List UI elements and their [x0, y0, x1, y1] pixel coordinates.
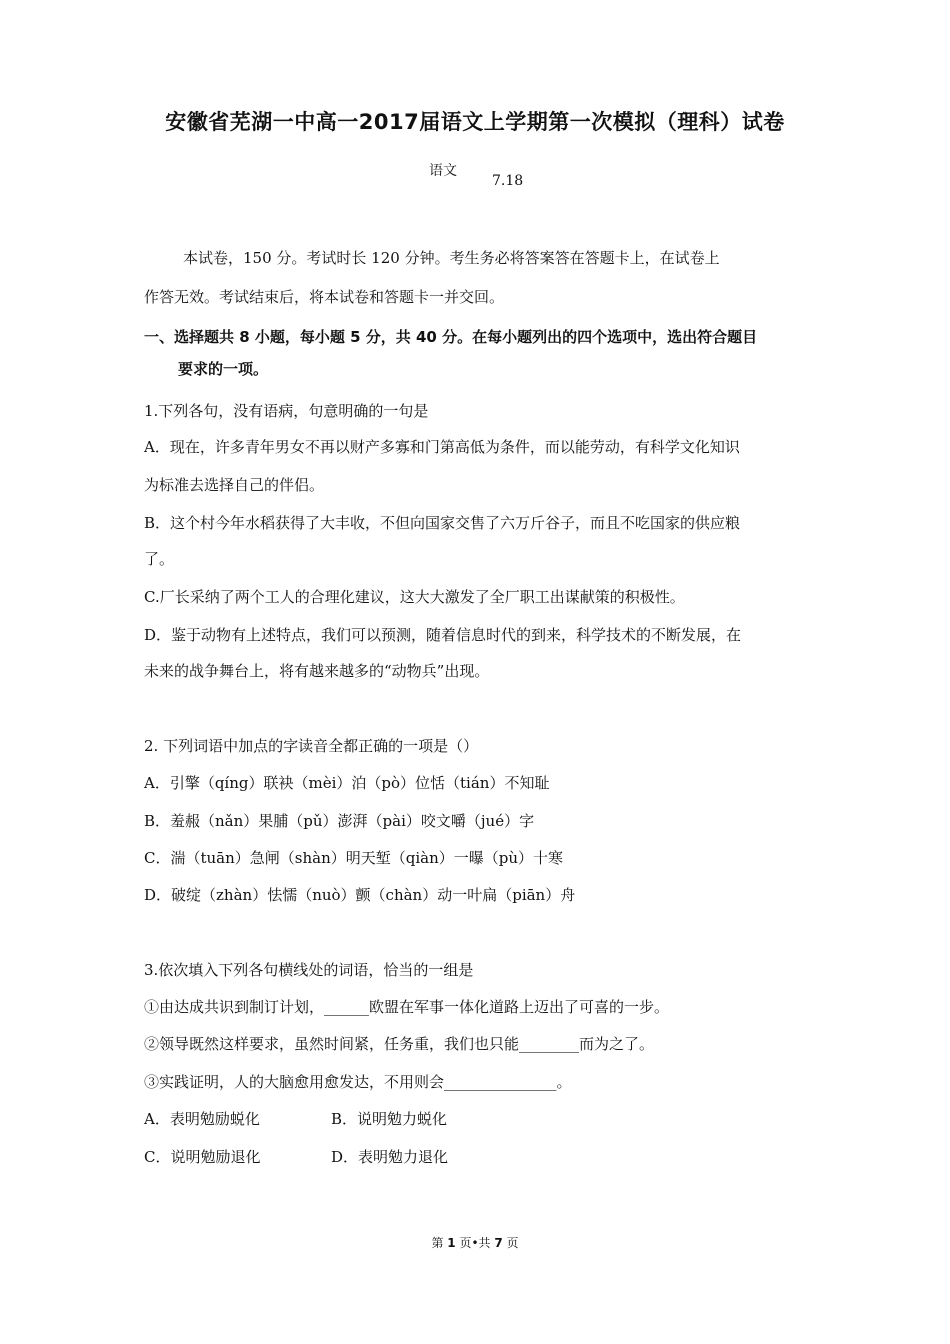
- question-3-stem: 3.依次填入下列各句横线处的词语，恰当的一组是: [144, 961, 474, 979]
- section-heading-line-1: 一、选择题共 8 小题，每小题 5 分，共 40 分。在每小题列出的四个选项中，选出符合题目: [144, 328, 758, 346]
- question-2-option-c: C．湍（tuān）急闸（shàn）明天堑（qiàn）一曝（pù）十寒: [144, 849, 563, 867]
- question-1-option-d-line-1: D．鉴于动物有上述特点，我们可以预测，随着信息时代的到来，科学技术的不断发展，在: [144, 626, 742, 644]
- instructions-line-1: 本试卷，150 分。考试时长 120 分钟。考生务必将答案答在答题卡上，在试卷上: [183, 249, 720, 267]
- exam-date: 7.18: [492, 173, 524, 189]
- question-2-option-a: A．引擎（qíng）联袂（mèi）泊（pò）位恬（tián）不知耻: [144, 774, 550, 792]
- subject-label: 语文: [429, 163, 457, 179]
- footer-page-number: 1: [447, 1236, 456, 1250]
- question-2-stem: 2. 下列词语中加点的字读音全都正确的一项是（）: [144, 737, 479, 755]
- footer-total-pages: 7: [494, 1236, 503, 1250]
- section-heading-line-2: 要求的一项。: [178, 360, 269, 378]
- footer-suffix: 页: [502, 1236, 519, 1250]
- question-2-option-d: D．破绽（zhàn）怯懦（nuò）颤（chàn）动一叶扁（piān）舟: [144, 886, 576, 904]
- question-3-option-d: D．表明勉力退化: [331, 1148, 449, 1166]
- question-3-sentence-1: ①由达成共识到制订计划，______欧盟在军事一体化道路上迈出了可喜的一步。: [144, 998, 670, 1016]
- question-1-stem: 1.下列各句，没有语病，句意明确的一句是: [144, 402, 429, 420]
- footer-middle: 页•共: [455, 1236, 495, 1250]
- question-1-option-a-line-1: A．现在，许多青年男女不再以财产多寡和门第高低为条件，而以能劳动，有科学文化知识: [144, 438, 740, 456]
- question-2-option-b: B．羞赧（nǎn）果脯（pǔ）澎湃（pài）咬文嚼（jué）字: [144, 812, 535, 830]
- page-footer: [0, 1234, 950, 1251]
- question-1-option-b-line-2: 了。: [144, 550, 175, 568]
- question-3-option-c: C．说明勉励退化: [144, 1148, 261, 1166]
- question-1-option-b-line-1: B．这个村今年水稻获得了大丰收，不但向国家交售了六万斤谷子，而且不吃国家的供应粮: [144, 514, 741, 532]
- question-3-option-b: B．说明勉力蜕化: [331, 1110, 448, 1128]
- question-3-sentence-2: ②领导既然这样要求，虽然时间紧，任务重，我们也只能________而为之了。: [144, 1035, 655, 1053]
- question-1-option-d-line-2: 未来的战争舞台上，将有越来越多的“动物兵”出现。: [144, 662, 490, 680]
- footer-prefix: 第: [431, 1236, 448, 1250]
- question-3-option-a: A．表明勉励蜕化: [144, 1110, 260, 1128]
- instructions-line-2: 作答无效。考试结束后，将本试卷和答题卡一并交回。: [144, 288, 505, 306]
- question-1-option-a-line-2: 为标准去选择自己的伴侣。: [144, 476, 325, 494]
- exam-title: 安徽省芜湖一中高一2017届语文上学期第一次模拟（理科）试卷: [165, 110, 785, 134]
- question-1-option-c: C.厂长采纳了两个工人的合理化建议，这大大激发了全厂职工出谋献策的积极性。: [144, 588, 685, 606]
- question-3-sentence-3: ③实践证明，人的大脑愈用愈发达，不用则会_______________。: [144, 1073, 572, 1091]
